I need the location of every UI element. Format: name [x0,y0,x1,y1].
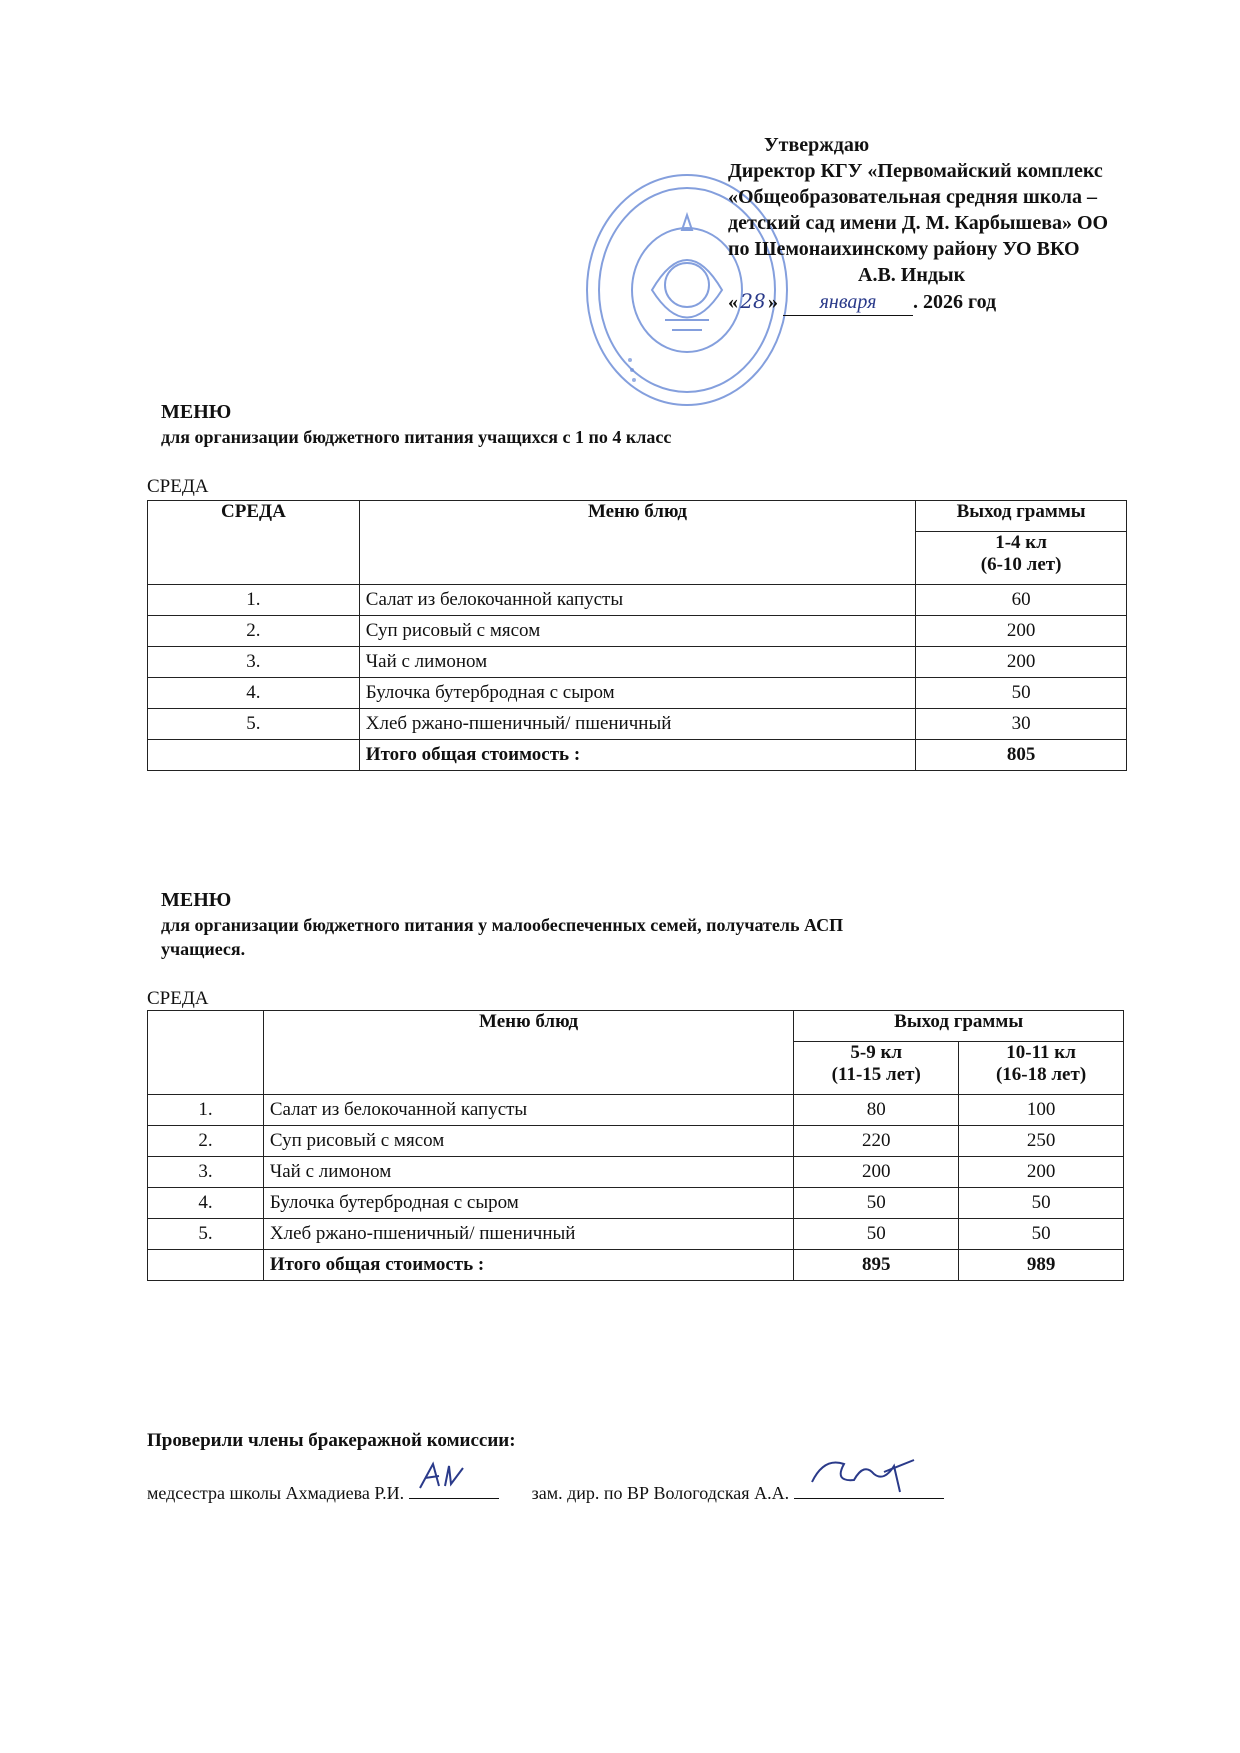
row-number: 3. [148,647,360,678]
table-row [148,585,1127,616]
section2-subtitle-line2: учащиеся. [161,939,246,959]
dish-grams-10-11: 50 [959,1188,1124,1219]
table-row [148,1095,1124,1126]
row-number: 3. [148,1157,264,1188]
age-group-class: 10-11 кл [1006,1042,1076,1063]
signature-icon [804,1452,924,1496]
dish-grams: 200 [916,616,1127,647]
commission-title: Проверили члены бракеражной комиссии: [147,1430,516,1451]
total-label: Итого общая стоимость : [359,740,915,771]
dish-name: Булочка бутербродная с сыром [263,1188,793,1219]
header-age-group-2 [959,1042,1124,1095]
dish-name: Чай с лимоном [263,1157,793,1188]
header-empty-cell [148,1011,264,1095]
section2-title: МЕНЮ [161,889,232,911]
section2-heading [161,888,843,961]
total-label: Итого общая стоимость : [263,1250,793,1281]
total-empty-cell [148,1250,264,1281]
header-menu: Меню блюд [359,501,915,585]
approval-date [728,288,1198,316]
dish-name: Суп рисовый с мясом [263,1126,793,1157]
row-number: 1. [148,585,360,616]
approval-position-line1: Директор КГУ «Первомайский комплекс [728,160,1103,182]
table-row [148,1157,1124,1188]
row-number: 2. [148,1126,264,1157]
deputy-signature [794,1482,944,1499]
total-row [148,740,1127,771]
section1-title: МЕНЮ [161,401,232,423]
age-group-class: 5-9 кл [850,1042,903,1063]
dish-name: Хлеб ржано-пшеничный/ пшеничный [263,1219,793,1250]
header-output: Выход граммы [916,501,1127,532]
approval-position-line4: по Шемонаихинскому району УО ВКО [728,238,1080,260]
dish-grams-10-11: 50 [959,1219,1124,1250]
header-output: Выход граммы [794,1011,1124,1042]
approval-position-line2: «Общеобразовательная средняя школа – [728,186,1097,208]
row-number: 4. [148,678,360,709]
dish-grams-10-11: 100 [959,1095,1124,1126]
total-value-5-9: 895 [794,1250,959,1281]
dish-grams-5-9: 220 [794,1126,959,1157]
approval-heading: Утверждаю [764,134,870,156]
dish-grams: 60 [916,585,1127,616]
table-row [148,616,1127,647]
approval-block [728,132,1198,316]
approval-date-day: 28 [740,289,766,313]
table-row [148,678,1127,709]
row-number: 1. [148,1095,264,1126]
total-row [148,1250,1124,1281]
date-quote-open: « [728,291,738,313]
section1-subtitle: для организации бюджетного питания учащихся с 1 по 4 класс [161,427,672,447]
menu-table-2 [147,1010,1124,1281]
nurse-name: медсестра школы Ахмадиева Р.И. [147,1483,405,1503]
table-row [148,709,1127,740]
total-empty-cell [148,740,360,771]
dish-grams: 30 [916,709,1127,740]
approval-date-year: . 2026 год [913,291,997,313]
dish-grams-5-9: 50 [794,1188,959,1219]
dish-name: Булочка бутербродная с сыром [359,678,915,709]
dish-grams: 200 [916,647,1127,678]
header-menu: Меню блюд [263,1011,793,1095]
total-value: 805 [916,740,1127,771]
approval-position-line3: детский сад имени Д. М. Карбышева» ОО [728,212,1109,234]
signature-icon [415,1460,475,1494]
approval-date-month: января [783,289,913,316]
table-row [148,1188,1124,1219]
header-age-group [916,532,1127,585]
table-row [148,1126,1124,1157]
row-number: 2. [148,616,360,647]
total-value-10-11: 989 [959,1250,1124,1281]
section2-subtitle-line1: для организации бюджетного питания у малообеспеченных семей, получатель АСП [161,915,844,935]
age-group-class: 1-4 кл [995,532,1047,553]
approval-signer-name: А.В. Индык [858,264,966,286]
dish-grams-5-9: 80 [794,1095,959,1126]
menu-table-1 [147,500,1127,771]
dish-grams-10-11: 250 [959,1126,1124,1157]
commission-signers [147,1482,944,1504]
dish-grams-5-9: 50 [794,1219,959,1250]
table-row [148,1219,1124,1250]
dish-name: Чай с лимоном [359,647,915,678]
deputy-name: зам. дир. по ВР Вологодская А.А. [531,1483,790,1503]
nurse-signature [409,1482,499,1499]
section1-day: СРЕДА [147,476,209,497]
date-quote-close: » [768,291,778,313]
dish-grams-10-11: 200 [959,1157,1124,1188]
age-group-years: (11-15 лет) [831,1064,921,1085]
dish-name: Суп рисовый с мясом [359,616,915,647]
dish-grams-5-9: 200 [794,1157,959,1188]
approval-signature-line [728,262,1198,288]
section2-day: СРЕДА [147,988,209,1009]
age-group-years: (16-18 лет) [995,1064,1087,1085]
row-number: 5. [148,1219,264,1250]
dish-name: Салат из белокочанной капусты [263,1095,793,1126]
table-row [148,647,1127,678]
dish-grams: 50 [916,678,1127,709]
header-age-group-1 [794,1042,959,1095]
age-group-years: (6-10 лет) [980,554,1062,575]
dish-name: Хлеб ржано-пшеничный/ пшеничный [359,709,915,740]
row-number: 5. [148,709,360,740]
dish-name: Салат из белокочанной капусты [359,585,915,616]
header-day: СРЕДА [148,501,360,585]
row-number: 4. [148,1188,264,1219]
